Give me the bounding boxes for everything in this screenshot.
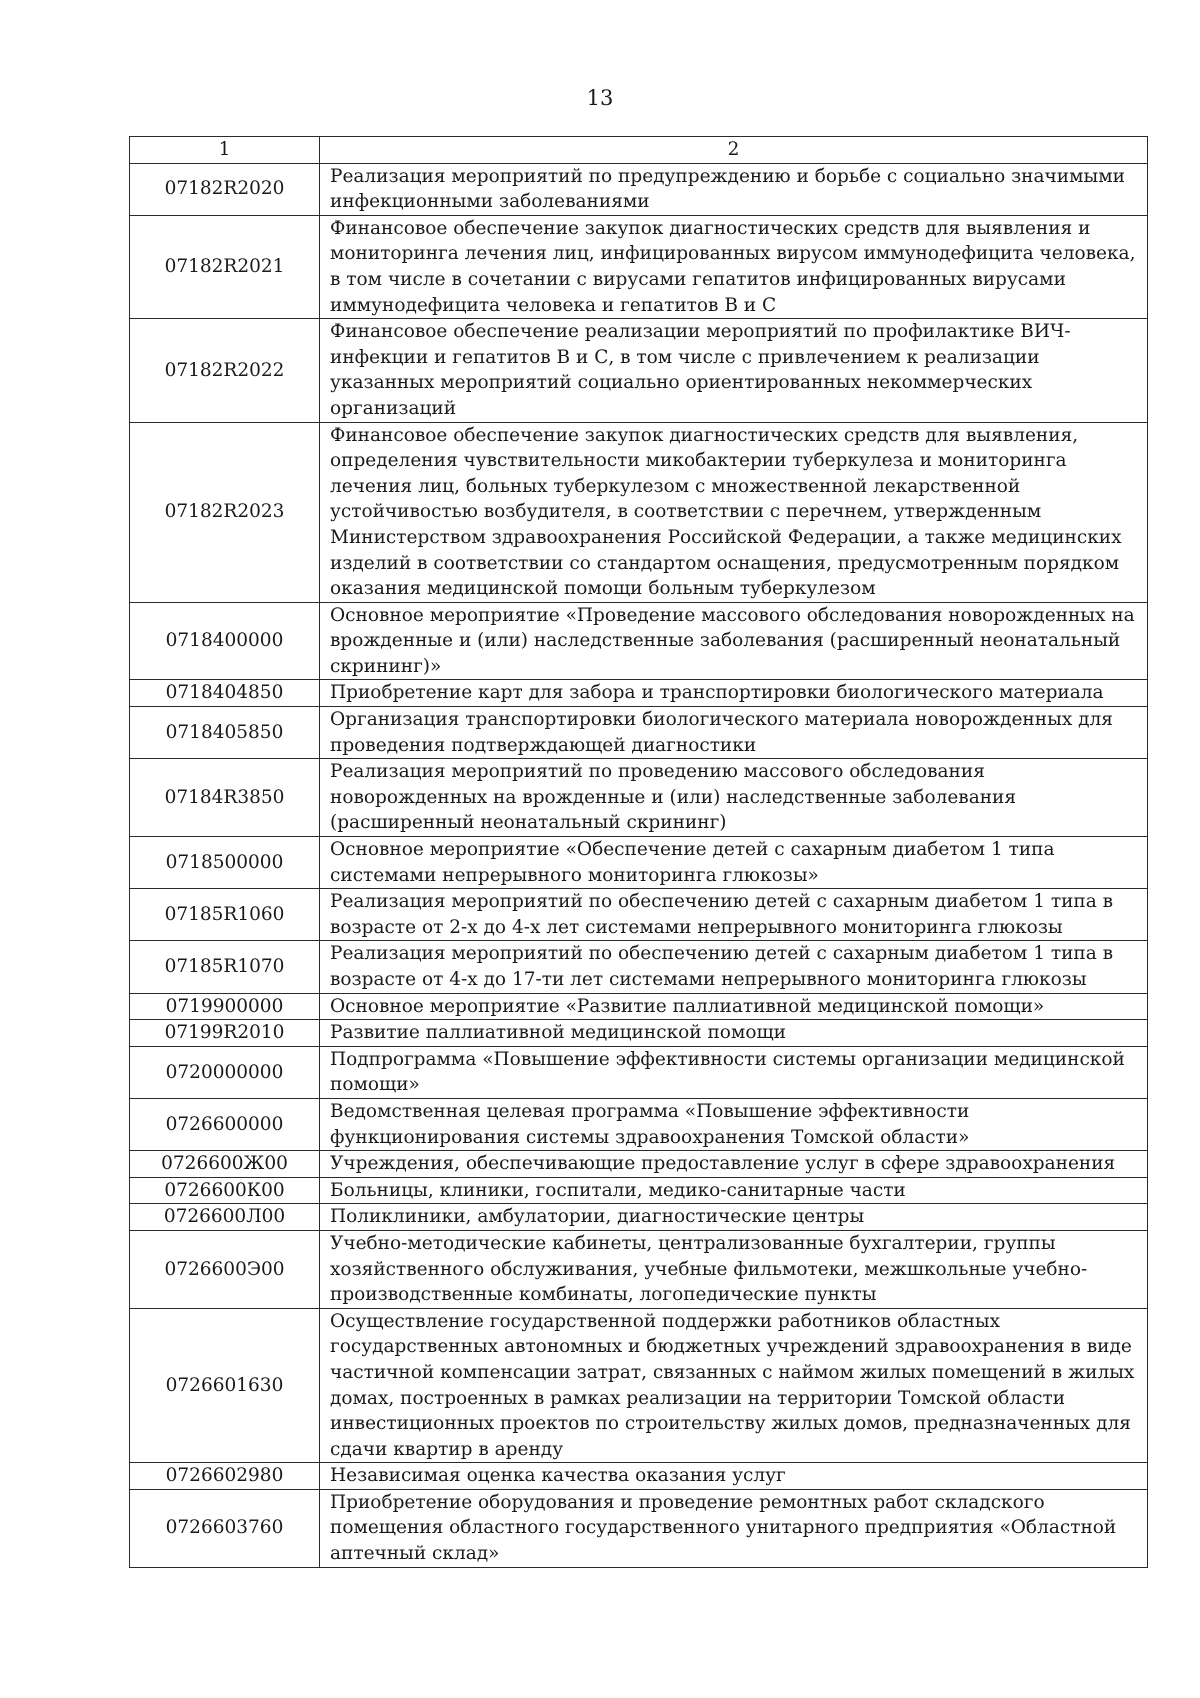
row-code: 0718404850 — [130, 680, 320, 707]
row-description: Больницы, клиники, госпитали, медико-санитарные части — [320, 1177, 1148, 1204]
row-description: Осуществление государственной поддержки работников областных государственных автономных и бюджетных учреждений здравоохранения в виде частичной компенсации затрат, связанных с наймом жилых помещений в жилых домах, построенных в рамках реализации на территории Томской области инвестиционных проектов по строительству жилых домов, предназначенных для сдачи квартир в аренду — [320, 1308, 1148, 1463]
table-row — [130, 1020, 1148, 1047]
row-description: Развитие паллиативной медицинской помощи — [320, 1020, 1148, 1047]
row-code: 07184R3850 — [130, 759, 320, 837]
row-code: 07182R2021 — [130, 215, 320, 318]
row-code: 0726601630 — [130, 1308, 320, 1463]
row-description: Приобретение оборудования и проведение ремонтных работ складского помещения областного государственного унитарного предприятия «Областной аптечный склад» — [320, 1489, 1148, 1567]
table-row — [130, 1230, 1148, 1308]
row-code: 07182R2020 — [130, 163, 320, 215]
table-row — [130, 422, 1148, 602]
column-header-code: 1 — [130, 137, 320, 164]
row-description: Независимая оценка качества оказания услуг — [320, 1463, 1148, 1490]
table-row — [130, 1151, 1148, 1178]
row-code: 07185R1060 — [130, 889, 320, 941]
row-code: 0718500000 — [130, 837, 320, 889]
row-description: Приобретение карт для забора и транспортировки биологического материала — [320, 680, 1148, 707]
row-code: 0719900000 — [130, 993, 320, 1020]
row-description: Основное мероприятие «Развитие паллиативной медицинской помощи» — [320, 993, 1148, 1020]
row-code: 0726603760 — [130, 1489, 320, 1567]
table-row — [130, 163, 1148, 215]
row-code: 0726600000 — [130, 1098, 320, 1150]
table-row — [130, 1098, 1148, 1150]
row-description: Реализация мероприятий по предупреждению и борьбе с социально значимыми инфекционными заболеваниями — [320, 163, 1148, 215]
row-description: Ведомственная целевая программа «Повышение эффективности функционирования системы здравоохранения Томской области» — [320, 1098, 1148, 1150]
table-row — [130, 1463, 1148, 1490]
row-code: 0720000000 — [130, 1046, 320, 1098]
table-row — [130, 215, 1148, 318]
table-row — [130, 941, 1148, 993]
row-description: Основное мероприятие «Обеспечение детей с сахарным диабетом 1 типа системами непрерывного мониторинга глюкозы» — [320, 837, 1148, 889]
budget-code-table — [129, 136, 1148, 1568]
table-row — [130, 1046, 1148, 1098]
row-code: 07199R2010 — [130, 1020, 320, 1047]
table-row — [130, 993, 1148, 1020]
table-row — [130, 837, 1148, 889]
row-code: 07182R2022 — [130, 319, 320, 422]
table-row — [130, 889, 1148, 941]
row-description: Финансовое обеспечение закупок диагностических средств для выявления и мониторинга лечения лиц, инфицированных вирусом иммунодефицита человека, в том числе в сочетании с вирусами гепатитов инфицированных вирусами иммунодефицита человека и гепатитов В и С — [320, 215, 1148, 318]
table-row — [130, 759, 1148, 837]
table-row — [130, 1177, 1148, 1204]
row-description: Основное мероприятие «Проведение массового обследования новорожденных на врожденные и (или) наследственные заболевания (расширенный неонатальный скрининг)» — [320, 602, 1148, 680]
row-code: 0726600Л00 — [130, 1204, 320, 1231]
row-code: 0718400000 — [130, 602, 320, 680]
row-description: Финансовое обеспечение реализации мероприятий по профилактике ВИЧ-инфекции и гепатитов В и С, в том числе с привлечением к реализации указанных мероприятий социально ориентированных некоммерческих организаций — [320, 319, 1148, 422]
row-code: 0726600Ж00 — [130, 1151, 320, 1178]
row-code: 0718405850 — [130, 707, 320, 759]
row-description: Поликлиники, амбулатории, диагностические центры — [320, 1204, 1148, 1231]
table-row — [130, 1489, 1148, 1567]
row-code: 0726600К00 — [130, 1177, 320, 1204]
page-number: 13 — [586, 86, 614, 110]
row-code: 0726600Э00 — [130, 1230, 320, 1308]
table-row — [130, 680, 1148, 707]
table-row — [130, 319, 1148, 422]
table-row — [130, 707, 1148, 759]
row-description: Учебно-методические кабинеты, централизованные бухгалтерии, группы хозяйственного обслуживания, учебные фильмотеки, межшкольные учебно-производственные комбинаты, логопедические пункты — [320, 1230, 1148, 1308]
column-header-description: 2 — [320, 137, 1148, 164]
row-description: Подпрограмма «Повышение эффективности системы организации медицинской помощи» — [320, 1046, 1148, 1098]
table-row — [130, 1308, 1148, 1463]
row-description: Учреждения, обеспечивающие предоставление услуг в сфере здравоохранения — [320, 1151, 1148, 1178]
row-description: Организация транспортировки биологического материала новорожденных для проведения подтверждающей диагностики — [320, 707, 1148, 759]
row-description: Реализация мероприятий по обеспечению детей с сахарным диабетом 1 типа в возрасте от 2-х до 4-х лет системами непрерывного мониторинга глюкозы — [320, 889, 1148, 941]
table-header-row — [130, 137, 1148, 164]
table-row — [130, 1204, 1148, 1231]
row-description: Реализация мероприятий по проведению массового обследования новорожденных на врожденные и (или) наследственные заболевания (расширенный неонатальный скрининг) — [320, 759, 1148, 837]
row-code: 0726602980 — [130, 1463, 320, 1490]
table-row — [130, 602, 1148, 680]
row-code: 07182R2023 — [130, 422, 320, 602]
row-description: Реализация мероприятий по обеспечению детей с сахарным диабетом 1 типа в возрасте от 4-х до 17-ти лет системами непрерывного мониторинга глюкозы — [320, 941, 1148, 993]
row-description: Финансовое обеспечение закупок диагностических средств для выявления, определения чувствительности микобактерии туберкулеза и мониторинга лечения лиц, больных туберкулезом с множественной лекарственной устойчивостью возбудителя, в соответствии с перечнем, утвержденным Министерством здравоохранения Российской Федерации, а также медицинских изделий в соответствии со стандартом оснащения, предусмотренным порядком оказания медицинской помощи больным туберкулезом — [320, 422, 1148, 602]
row-code: 07185R1070 — [130, 941, 320, 993]
